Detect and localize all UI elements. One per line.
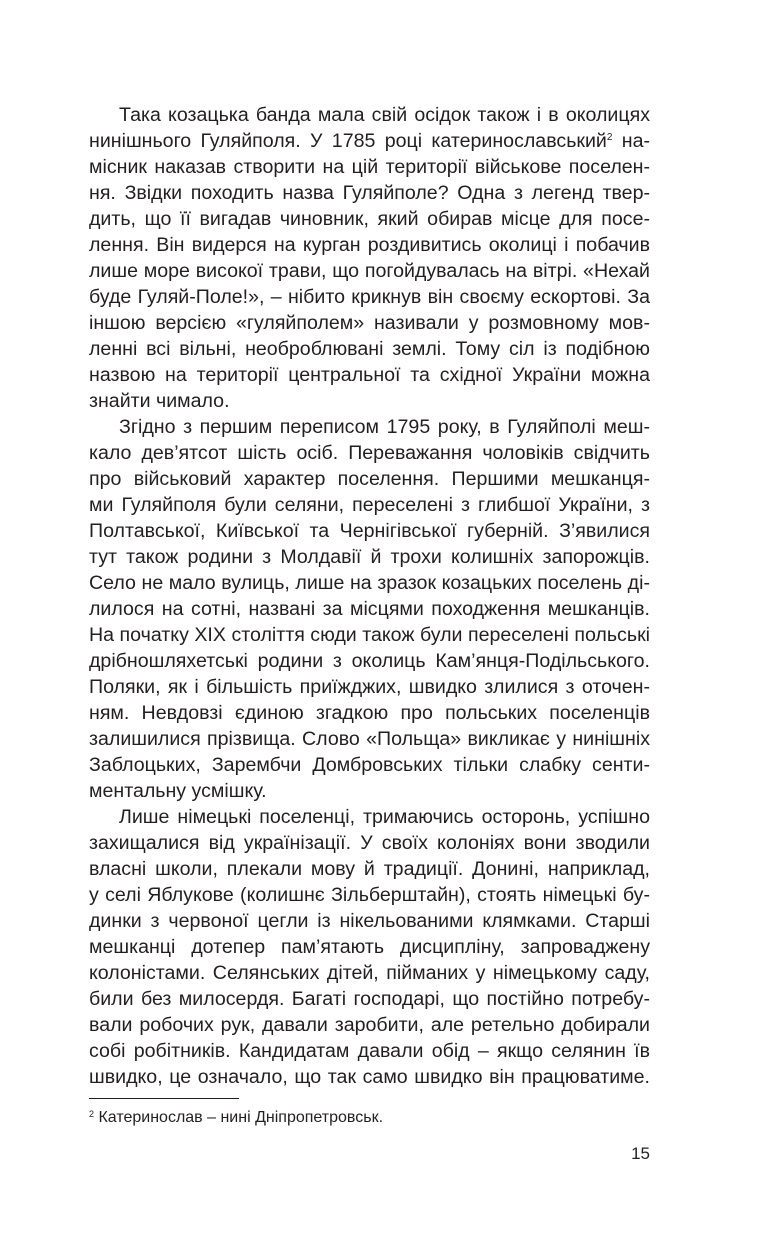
text-line: На початку XIX століття сюди також були переселені польські bbox=[89, 624, 650, 646]
text-line: Поляки, як і більшість приїжджих, швидко злилися з оточен- bbox=[89, 676, 650, 698]
text-line: ми Гуляйполя були селяни, переселені з глибшої України, з bbox=[89, 494, 650, 516]
text-line bbox=[89, 128, 650, 154]
text-line: дрібношляхетські родини з околиць Кам’янця-Подільського. bbox=[89, 650, 650, 672]
text-line: Полтавської, Київської та Чернігівської губерній. З’явилися bbox=[89, 520, 650, 542]
page-number: 15 bbox=[631, 1144, 650, 1163]
text-span: на- bbox=[612, 130, 650, 152]
text-line: били без милосердя. Багаті господарі, що постійно потребу- bbox=[89, 988, 650, 1010]
text-line: знайти чимало. bbox=[89, 390, 230, 412]
footnote-text: Катеринослав – нині Дніпропетровськ. bbox=[94, 1109, 384, 1126]
text-line: залишилися прізвища. Слово «Польща» викликає у нинішніх bbox=[89, 728, 650, 750]
text-line: іншою версією «гуляйполем» називали у розмовному мов- bbox=[89, 312, 650, 334]
text-line: Згідно з першим переписом 1795 року, в Гуляйполі меш- bbox=[119, 416, 650, 438]
text-line: Заблоцьких, Зарембчи Домбровських тільки слабку сенти- bbox=[89, 754, 650, 776]
text-line: буде Гуляй-Поле!», – нібито крикнув він своєму ескортові. За bbox=[89, 286, 650, 308]
footnote-ref: 2 bbox=[606, 132, 613, 143]
text-line: лення. Він видерся на курган роздивитись околиці і побачив bbox=[89, 234, 650, 256]
footnote bbox=[89, 1108, 383, 1128]
footnote-number: 2 bbox=[89, 1109, 95, 1119]
text-span: нинішнього Гуляйполя. У 1785 році катеринославський bbox=[89, 130, 607, 152]
text-line: мешканці дотепер пам’ятають дисципліну, запроваджену bbox=[89, 936, 650, 958]
text-line: лише море високої трави, що погойдувалась на вітрі. «Нехай bbox=[89, 260, 650, 282]
text-line: у селі Яблукове (колишнє Зільберштайн), стоять німецькі бу- bbox=[89, 884, 650, 906]
text-line: ням. Невдовзі єдиною згадкою про польських поселенців bbox=[89, 702, 650, 724]
text-line: місник наказав створити на цій території військове поселен- bbox=[89, 156, 650, 178]
text-line: ня. Звідки походить назва Гуляйполе? Одна з легенд твер- bbox=[89, 182, 650, 204]
text-line: лилося на сотні, названі за місцями походження мешканців. bbox=[89, 598, 650, 620]
text-line: собі робітників. Кандидатам давали обід – якщо селянин їв bbox=[89, 1040, 650, 1062]
text-line: захищалися від українізації. У своїх колоніях вони зводили bbox=[89, 832, 650, 854]
text-line: про військовий характер поселення. Першими мешканця- bbox=[89, 468, 650, 490]
text-line: назвою на території центральної та східної України можна bbox=[89, 364, 650, 386]
text-line: вали робочих рук, давали заробити, але ретельно добирали bbox=[89, 1014, 650, 1036]
text-line: кало дев’ятсот шість осіб. Переважання чоловіків свідчить bbox=[89, 442, 650, 464]
footnote-divider bbox=[89, 1098, 239, 1099]
text-line: колоністами. Селянських дітей, піймaних у німецькому саду, bbox=[89, 962, 650, 984]
text-line: динки з червоної цегли із нікельованими клямками. Старші bbox=[89, 910, 650, 932]
text-line: ментальну усмішку. bbox=[89, 780, 267, 802]
text-line: Така козацька банда мала свій осідок також і в околицях bbox=[119, 104, 650, 126]
text-line: ленні всі вільні, необроблювані землі. Тому сіл із подібною bbox=[89, 338, 650, 360]
text-line: власні школи, плекали мову й традиції. Донині, наприклад, bbox=[89, 858, 650, 880]
text-line: швидко, це означало, що так само швидко він працюватиме. bbox=[89, 1066, 650, 1088]
text-line: тут також родини з Молдавії й трохи колишніх запорожців. bbox=[89, 546, 650, 568]
text-line: дить, що її вигадав чиновник, який обирав місце для посе- bbox=[89, 208, 650, 230]
text-line: Село не мало вулиць, лише на зразок козацьких поселень ді- bbox=[89, 572, 650, 594]
text-line: Лише німецькі поселенці, тримаючись осторонь, успішно bbox=[119, 806, 650, 828]
